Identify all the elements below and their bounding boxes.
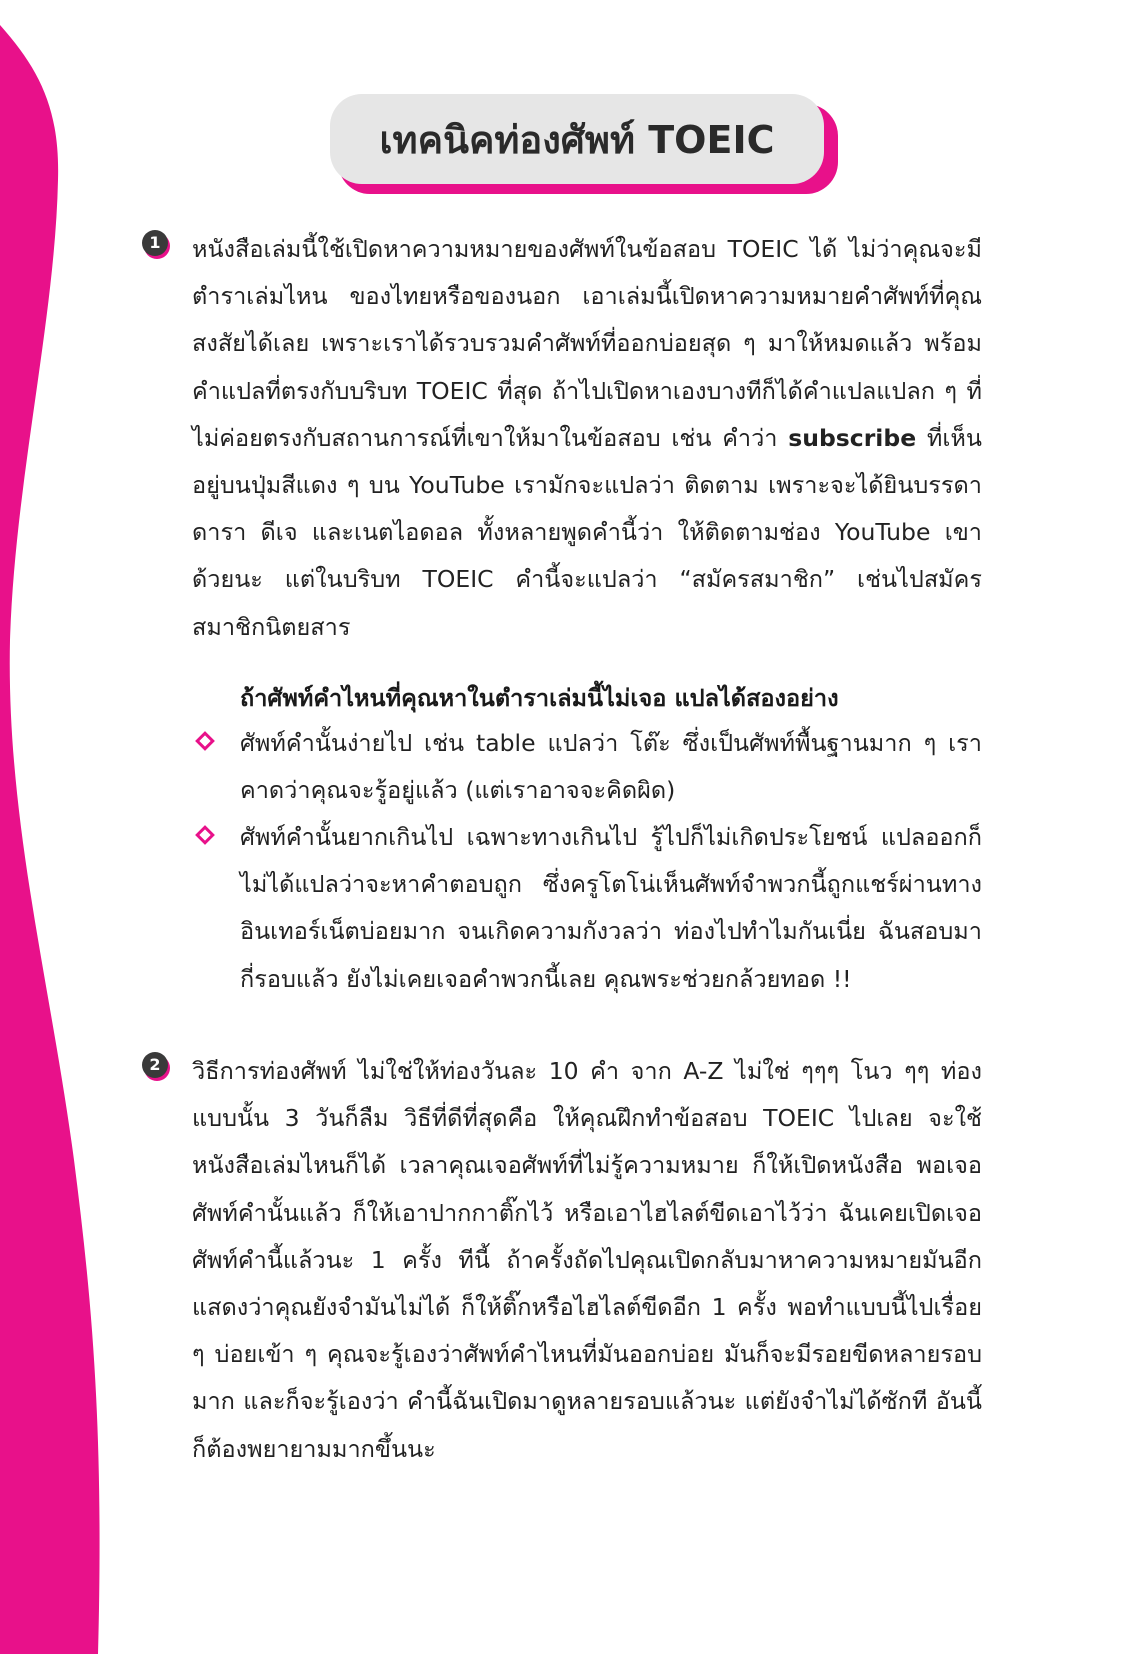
bullet-item <box>196 814 982 1003</box>
section-1-paragraph <box>192 226 982 651</box>
title-box <box>330 94 824 184</box>
pink-side-band <box>0 0 110 1654</box>
diamond-bullet-icon <box>195 825 215 845</box>
section-2 <box>142 1048 982 1473</box>
section-number: 1 <box>142 230 168 256</box>
section-number-badge <box>142 1052 170 1080</box>
section-1-text-b: ที่เห็นอยู่บนปุ่มสีแดง ๆ บน YouTube เรามักจะแปลว่า ติดตาม เพราะจะได้ยินบรรดา ดารา ดีเจ และเนตไอดอล ทั้งหลายพูดคำนี้ว่า ให้ติดตามช่อง YouTube เขาด้วยนะ แต่ในบริบท TOEIC คำนี้จะแปลว่า “สมัครสมาชิก” เช่นไปสมัครสมาชิกนิตยสาร <box>192 423 982 641</box>
page-title: เทคนิคท่องศัพท์ TOEIC <box>379 117 775 162</box>
section-1-text-a: หนังสือเล่มนี้ใช้เปิดหาความหมายของศัพท์ในข้อสอบ TOEIC ได้ ไม่ว่าคุณจะมีตำราเล่มไหน ของไทยหรือของนอก เอาเล่มนี้เปิดหาความหมายคำศัพท์ที่คุณสงสัยได้เลย เพราะเราได้รวบรวมคำศัพท์ที่ออกบ่อยสุด ๆ มาให้หมดแล้ว พร้อมคำแปลที่ตรงกับบริบท TOEIC ที่สุด ถ้าไปเปิดหาเองบางทีก็ได้คำแปลแปลก ๆ ที่ไม่ค่อยตรงกับสถานการณ์ที่เขาให้มาในข้อสอบ เช่น คำว่า <box>192 235 982 452</box>
bold-term: subscribe <box>788 423 917 452</box>
subheading: ถ้าศัพท์คำไหนที่คุณหาในตำราเล่มนี้ไม่เจอ แปลได้สองอย่าง <box>240 684 839 712</box>
section-1 <box>142 226 982 651</box>
section-number: 2 <box>142 1052 168 1078</box>
bullet-text: ศัพท์คำนั้นยากเกินไป เฉพาะทางเกินไป รู้ไปก็ไม่เกิดประโยชน์ แปลออกก็ไม่ได้แปลว่าจะหาคำตอบถูก ซึ่งครูโตโน่เห็นศัพท์จำพวกนี้ถูกแชร์ผ่านทางอินเทอร์เน็ตบ่อยมาก จนเกิดความกังวลว่า ท่องไปทำไมกันเนี่ย ฉันสอบมากี่รอบแล้ว ยังไม่เคยเจอคำพวกนี้เลย คุณพระช่วยกล้วยทอด !! <box>240 823 982 993</box>
bullet-text: ศัพท์คำนั้นง่ายไป เช่น table แปลว่า โต๊ะ ซึ่งเป็นศัพท์พื้นฐานมาก ๆ เราคาดว่าคุณจะรู้อยู่แล้ว (แต่เราอาจจะคิดผิด) <box>240 729 982 805</box>
section-number-badge <box>142 230 170 258</box>
section-2-paragraph: วิธีการท่องศัพท์ ไม่ใช่ให้ท่องวันละ 10 คำ จาก A-Z ไม่ใช่ ๆๆๆ โนว ๆๆ ท่องแบบนั้น 3 วันก็ลืม วิธีที่ดีที่สุดคือ ให้คุณฝึกทำข้อสอบ TOEIC ไปเลย จะใช้หนังสือเล่มไหนก็ได้ เวลาคุณเจอศัพท์ที่ไม่รู้ความหมาย ก็ให้เปิดหนังสือ พอเจอศัพท์คำนั้นแล้ว ก็ให้เอาปากกาติ๊กไว้ หรือเอาไฮไลต์ขีดเอาไว้ว่า ฉันเคยเปิดเจอศัพท์คำนี้แล้วนะ 1 ครั้ง ทีนี้ ถ้าครั้งถัดไปคุณเปิดกลับมาหาความหมายมันอีก แสดงว่าคุณยังจำมันไม่ได้ ก็ให้ติ๊กหรือไฮไลต์ขีดอีก 1 ครั้ง พอทำแบบนี้ไปเรื่อย ๆ บ่อยเข้า ๆ คุณจะรู้เองว่าศัพท์คำไหนที่มันออกบ่อย มันก็จะมีรอยขีดหลายรอบมาก และก็จะรู้เองว่า คำนี้ฉันเปิดมาดูหลายรอบแล้วนะ แต่ยังจำไม่ได้ซักที อันนี้ก็ต้องพยายามมากขึ้นนะ <box>192 1057 982 1463</box>
diamond-bullet-icon <box>195 731 215 751</box>
bullet-item <box>196 720 982 814</box>
